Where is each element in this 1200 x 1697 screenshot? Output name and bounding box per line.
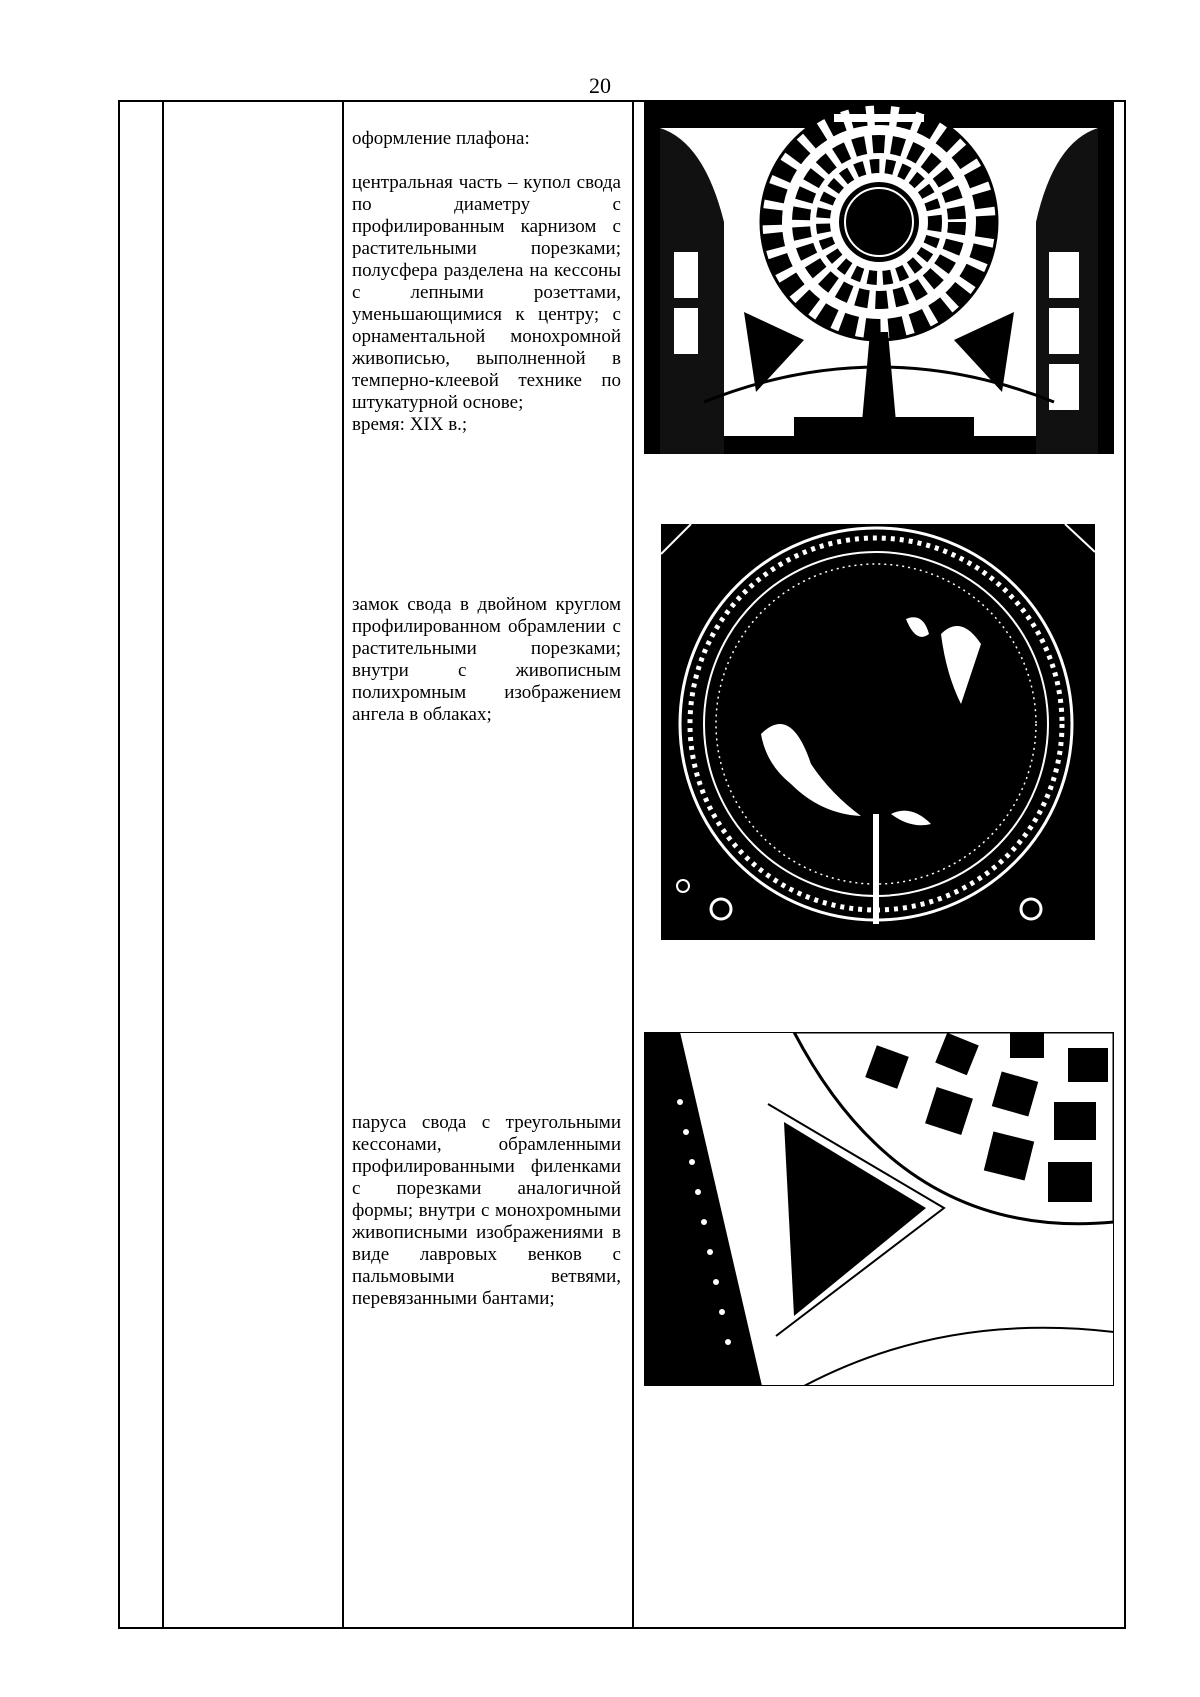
dome-coffered-ceiling-photo	[644, 102, 1114, 454]
entry-description	[352, 128, 621, 436]
entry-description	[352, 1112, 621, 1310]
table-bottom-border	[118, 1627, 1126, 1629]
vault-keystone-angel-photo	[661, 524, 1095, 940]
table-column-border	[1124, 100, 1126, 1629]
entry-text: центральная часть – купол свода по диаметру с профилированным карнизом с растительными порезками; полусфера разделена на кессоны с лепными розеттами, уменьшающимися к центру; с орнаментальной монохромной живописью, выполненной в темперно-клеевой технике по штукатурной основе;	[352, 172, 621, 413]
entry-description	[352, 594, 621, 726]
vault-pendentive-photo	[644, 1032, 1114, 1386]
entry-text: паруса свода с треугольными кессонами, обрамленными профилированными филенками с порезками аналогичной формы; внутри с монохромными живописными изображениями в виде лавровых венков с пальмовыми ветвями, перевязанными бантами;	[352, 1112, 621, 1309]
table-column-border	[118, 100, 120, 1629]
entry-date: время: XIX в.;	[352, 414, 468, 435]
table-column-border	[632, 100, 634, 1629]
entry-heading: оформление плафона:	[352, 128, 530, 149]
entry-text: замок свода в двойном круглом профилированном обрамлении с растительными порезками; внутри с живописным полихромным изображением ангела в облаках;	[352, 594, 621, 725]
table-column-border	[342, 100, 344, 1629]
table-column-border	[162, 100, 164, 1629]
page-number: 20	[589, 73, 611, 98]
